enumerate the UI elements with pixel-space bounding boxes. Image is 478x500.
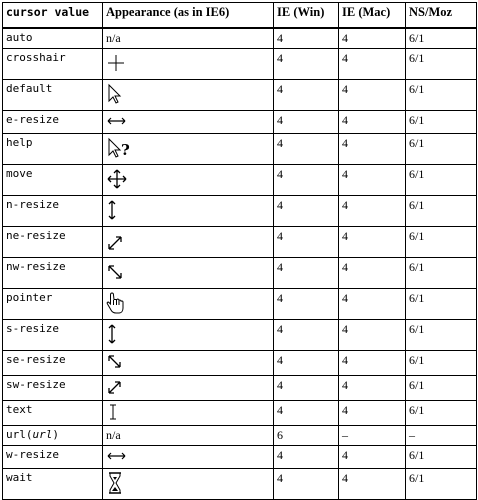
ie-mac-cell: 4	[339, 196, 406, 227]
cursor-value-cell: text	[3, 401, 103, 426]
ie-mac-cell: 4	[339, 80, 406, 111]
ie-mac-cell: 4	[339, 134, 406, 165]
cursor-value-cell: move	[3, 165, 103, 196]
horizontal-resize-icon	[106, 113, 128, 129]
ns-moz-cell: 6/1	[406, 401, 477, 426]
appearance-cell	[103, 165, 274, 196]
appearance-cell	[103, 227, 274, 258]
table-row	[3, 320, 477, 351]
diagonal-nw-resize-icon	[106, 260, 128, 284]
header-ie-win: IE (Win)	[274, 3, 339, 29]
appearance-cell	[103, 320, 274, 351]
cursor-value-cell: w-resize	[3, 446, 103, 469]
table-row	[3, 165, 477, 196]
ns-moz-cell: 6/1	[406, 28, 477, 49]
ns-moz-cell: 6/1	[406, 111, 477, 134]
hand-pointer-icon	[106, 291, 128, 315]
header-row	[3, 3, 477, 29]
ie-win-cell: 4	[274, 289, 339, 320]
ns-moz-cell: 6/1	[406, 376, 477, 401]
move-icon	[106, 167, 128, 191]
url-prefix: url(	[6, 428, 33, 441]
ie-mac-cell: 4	[339, 320, 406, 351]
ns-moz-cell: 6/1	[406, 80, 477, 111]
ie-win-cell: 4	[274, 227, 339, 258]
ie-mac-cell: –	[339, 426, 406, 446]
ie-mac-cell: 4	[339, 111, 406, 134]
ie-mac-cell: 4	[339, 165, 406, 196]
svg-text:?: ?	[121, 141, 130, 159]
ie-win-cell: 4	[274, 49, 339, 80]
table-row	[3, 289, 477, 320]
ns-moz-cell: 6/1	[406, 446, 477, 469]
ie-win-cell: 4	[274, 376, 339, 401]
ie-win-cell: 4	[274, 469, 339, 500]
diagonal-nw-resize-icon	[106, 353, 128, 371]
ie-mac-cell: 4	[339, 446, 406, 469]
appearance-cell	[103, 80, 274, 111]
table-body	[3, 28, 477, 500]
table-row	[3, 80, 477, 111]
ie-win-cell: 4	[274, 196, 339, 227]
ie-mac-cell: 4	[339, 49, 406, 80]
appearance-cell	[103, 111, 274, 134]
table-row	[3, 134, 477, 165]
help-pointer-icon	[106, 136, 136, 160]
header-appearance: Appearance (as in IE6)	[103, 3, 274, 29]
table-row	[3, 227, 477, 258]
ie-win-cell: 4	[274, 111, 339, 134]
ie-win-cell: 4	[274, 401, 339, 426]
appearance-cell	[103, 134, 274, 165]
table-row	[3, 426, 477, 446]
table-header	[3, 3, 477, 29]
horizontal-resize-icon	[106, 448, 128, 464]
table-row	[3, 469, 477, 500]
cursor-value-cell: crosshair	[3, 49, 103, 80]
ie-mac-cell: 4	[339, 227, 406, 258]
cursor-value-cell: help	[3, 134, 103, 165]
ie-win-cell: 4	[274, 134, 339, 165]
ie-win-cell: 4	[274, 165, 339, 196]
table-row	[3, 446, 477, 469]
ie-win-cell: 4	[274, 446, 339, 469]
ie-win-cell: 4	[274, 320, 339, 351]
table-row	[3, 376, 477, 401]
ie-mac-cell: 4	[339, 258, 406, 289]
ie-win-cell: 4	[274, 80, 339, 111]
ie-mac-cell: 4	[339, 28, 406, 49]
hourglass-icon	[106, 471, 128, 495]
ie-mac-cell: 4	[339, 469, 406, 500]
appearance-cell	[103, 258, 274, 289]
cursor-value-cell: sw-resize	[3, 376, 103, 401]
ie-mac-cell: 4	[339, 401, 406, 426]
appearance-cell	[103, 196, 274, 227]
cursor-value-cell: nw-resize	[3, 258, 103, 289]
header-ie-mac: IE (Mac)	[339, 3, 406, 29]
url-argument: url	[32, 428, 53, 441]
ie-mac-cell: 4	[339, 376, 406, 401]
appearance-cell	[103, 401, 274, 426]
cursor-support-table	[2, 2, 477, 500]
ns-moz-cell: 6/1	[406, 351, 477, 376]
cursor-value-cell: pointer	[3, 289, 103, 320]
appearance-cell	[103, 351, 274, 376]
cursor-value-cell: ne-resize	[3, 227, 103, 258]
header-ns-moz: NS/Moz	[406, 3, 477, 29]
cursor-value-cell: default	[3, 80, 103, 111]
ie-mac-cell: 4	[339, 289, 406, 320]
ie-win-cell: 6	[274, 426, 339, 446]
cursor-value-cell: auto	[3, 28, 103, 49]
cursor-value-cell	[3, 426, 103, 446]
table-row	[3, 28, 477, 49]
table-row	[3, 351, 477, 376]
diagonal-ne-resize-icon	[106, 229, 128, 253]
table-row	[3, 111, 477, 134]
arrow-pointer-icon	[106, 82, 128, 106]
table-row	[3, 196, 477, 227]
appearance-cell	[103, 49, 274, 80]
ie-win-cell: 4	[274, 351, 339, 376]
ns-moz-cell: –	[406, 426, 477, 446]
ie-win-cell: 4	[274, 28, 339, 49]
appearance-cell	[103, 446, 274, 469]
ns-moz-cell: 6/1	[406, 469, 477, 500]
ns-moz-cell: 6/1	[406, 49, 477, 80]
ns-moz-cell: 6/1	[406, 258, 477, 289]
appearance-cell: n/a	[103, 28, 274, 49]
cursor-value-cell: e-resize	[3, 111, 103, 134]
ns-moz-cell: 6/1	[406, 134, 477, 165]
text-ibeam-icon	[106, 403, 128, 421]
diagonal-ne-resize-icon	[106, 378, 128, 396]
table-row	[3, 258, 477, 289]
ns-moz-cell: 6/1	[406, 320, 477, 351]
table-row	[3, 49, 477, 80]
ns-moz-cell: 6/1	[406, 196, 477, 227]
appearance-cell: n/a	[103, 426, 274, 446]
appearance-cell	[103, 289, 274, 320]
ie-mac-cell: 4	[339, 351, 406, 376]
header-cursor-value: cursor value	[3, 3, 103, 29]
appearance-cell	[103, 376, 274, 401]
table-row	[3, 401, 477, 426]
ns-moz-cell: 6/1	[406, 289, 477, 320]
cursor-value-cell: se-resize	[3, 351, 103, 376]
vertical-resize-icon	[106, 322, 128, 346]
appearance-cell	[103, 469, 274, 500]
url-suffix: )	[52, 428, 59, 441]
ns-moz-cell: 6/1	[406, 165, 477, 196]
vertical-resize-icon	[106, 198, 128, 222]
cursor-value-cell: s-resize	[3, 320, 103, 351]
cursor-value-cell: wait	[3, 469, 103, 500]
cursor-value-cell: n-resize	[3, 196, 103, 227]
ns-moz-cell: 6/1	[406, 227, 477, 258]
ie-win-cell: 4	[274, 258, 339, 289]
crosshair-icon	[106, 51, 128, 75]
